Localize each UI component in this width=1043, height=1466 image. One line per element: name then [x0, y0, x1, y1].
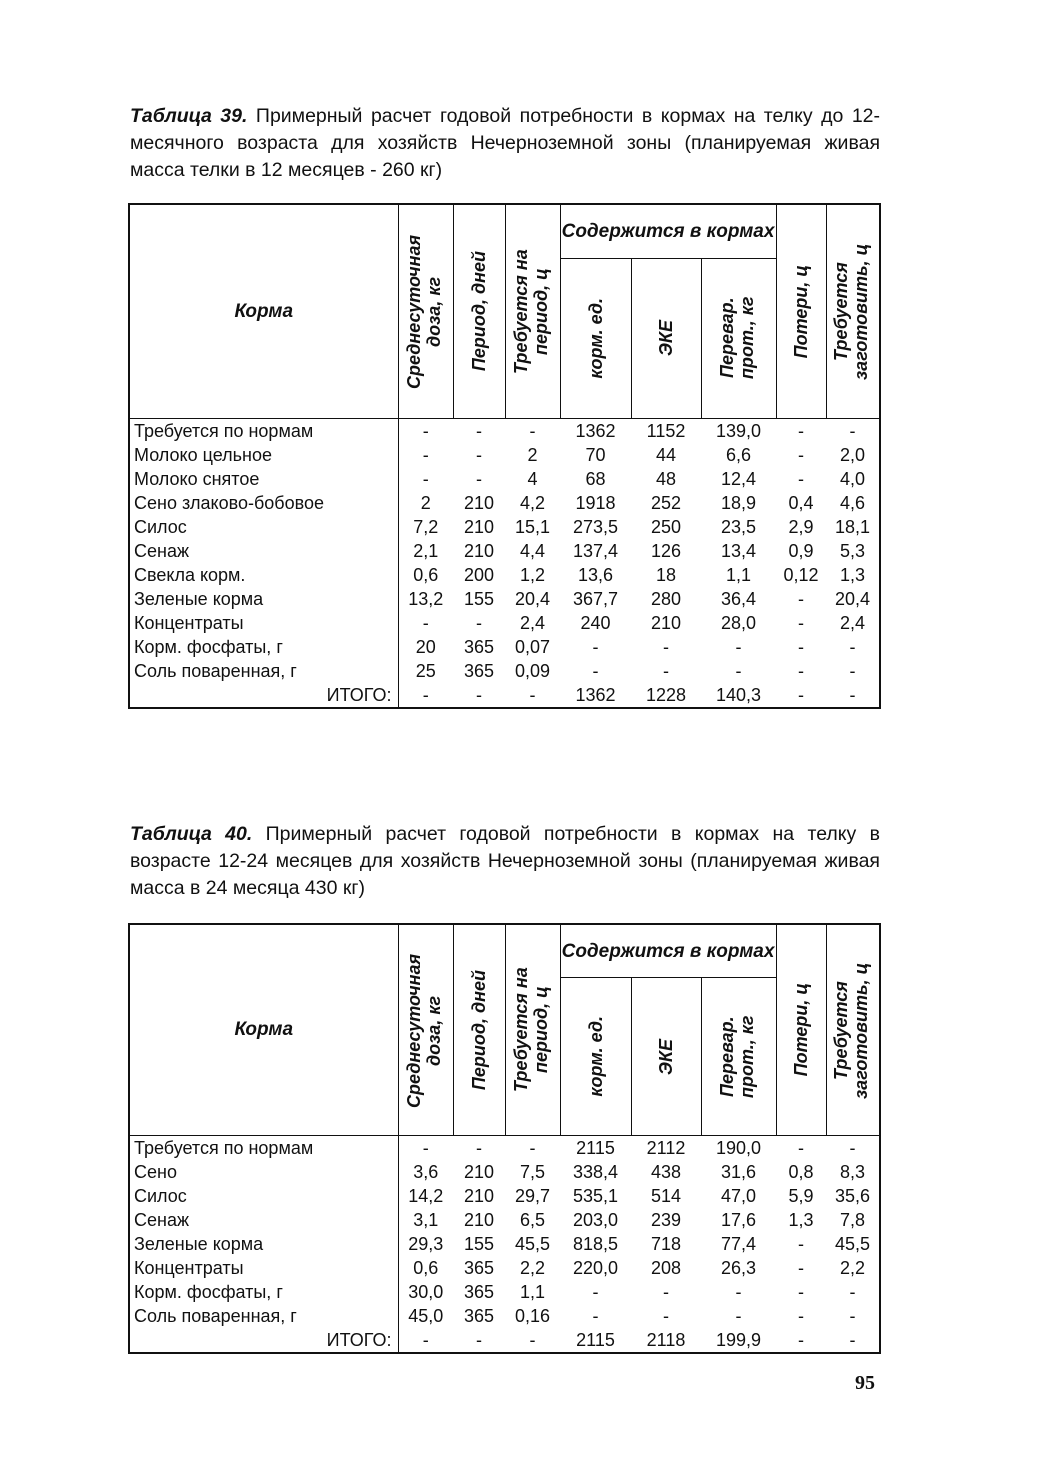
required-cell: 0,16 — [514, 1306, 551, 1326]
eke-cell: 208 — [650, 1258, 682, 1278]
period-cell: 155 — [463, 1234, 495, 1254]
required-cell: 4,4 — [519, 541, 546, 561]
dose-cell: 0,6 — [413, 565, 439, 585]
protein-cell: 31,6 — [720, 1162, 757, 1182]
required-cell: - — [529, 421, 536, 441]
table40 — [128, 923, 881, 1354]
losses-cell: 0,4 — [788, 493, 814, 513]
prepare-cell: - — [849, 1306, 856, 1326]
losses-header — [776, 924, 826, 1136]
table39-body — [129, 419, 880, 709]
feed-units-cell: 220,0 — [572, 1258, 619, 1278]
table-row — [129, 515, 880, 539]
period-cell: - — [476, 685, 482, 705]
losses-cell: - — [798, 469, 805, 489]
table-row — [129, 443, 880, 467]
eke-header — [631, 258, 701, 419]
protein-cell: 17,6 — [720, 1210, 757, 1230]
contained-header: Содержится в кормах — [560, 204, 776, 258]
protein-cell: 23,5 — [720, 517, 757, 537]
table-row — [129, 419, 880, 444]
protein-cell: 199,9 — [715, 1330, 762, 1350]
feed-units-cell: 535,1 — [572, 1186, 619, 1206]
feed-name-cell: Концентраты — [129, 1256, 398, 1280]
eke-cell: 250 — [650, 517, 682, 537]
protein-cell: 140,3 — [715, 685, 762, 705]
daily-dose-header — [398, 204, 453, 419]
dose-cell: 29,3 — [408, 1234, 444, 1254]
table-row — [129, 1232, 880, 1256]
feed-units-cell: 240 — [580, 613, 611, 633]
table-row — [129, 467, 880, 491]
required-cell: 4,2 — [519, 493, 546, 513]
feed-name-cell: Сено — [129, 1160, 398, 1184]
dose-cell: - — [422, 685, 429, 705]
table-row — [129, 491, 880, 515]
prepare-cell: 35,6 — [834, 1186, 871, 1206]
protein-cell: 36,4 — [720, 589, 757, 609]
dose-cell: - — [422, 421, 429, 441]
total-label: ИТОГО: — [129, 1328, 398, 1353]
table-row — [129, 587, 880, 611]
period-header — [453, 924, 505, 1136]
eke-cell: 2118 — [646, 1330, 686, 1350]
feed-name-cell: Свекла корм. — [129, 563, 398, 587]
table39-caption — [130, 103, 880, 184]
feed-units-cell: 1362 — [575, 421, 616, 441]
protein-cell: 190,0 — [715, 1138, 762, 1158]
feed-header: Корма — [129, 924, 398, 1136]
required-cell: 0,09 — [514, 661, 551, 681]
prepare-cell: 2,2 — [840, 1258, 866, 1278]
protein-cell: - — [735, 637, 742, 657]
table-row — [129, 1208, 880, 1232]
protein-cell: - — [735, 1306, 742, 1326]
to-prepare-header-label: Требуется заготовить, ц — [830, 961, 871, 1099]
table-row — [129, 539, 880, 563]
period-header-label: Период, дней — [469, 251, 489, 372]
losses-cell: - — [798, 1138, 805, 1158]
to-prepare-header — [826, 924, 880, 1136]
feed-units-cell: - — [592, 661, 599, 681]
protein-cell: 6,6 — [725, 445, 752, 465]
eke-header-label: ЭКЕ — [656, 320, 676, 357]
required-cell: 2,2 — [519, 1258, 546, 1278]
table39-caption-lead: Таблица 39. — [130, 105, 248, 127]
period-header-label: Период, дней — [469, 969, 489, 1091]
feed-units-cell: 338,4 — [572, 1162, 619, 1182]
feed-units-cell: - — [592, 1306, 599, 1326]
protein-header — [701, 978, 776, 1136]
losses-cell: - — [798, 1306, 805, 1326]
table-row — [129, 563, 880, 587]
table-row — [129, 1160, 880, 1184]
dose-cell: - — [422, 1330, 429, 1350]
feed-units-header-label: корм. ед. — [585, 297, 606, 379]
losses-cell: - — [798, 685, 805, 705]
dose-cell: - — [422, 445, 429, 465]
feed-units-cell: 1918 — [575, 493, 616, 513]
required-cell: - — [529, 1138, 536, 1158]
feed-units-cell: 273,5 — [572, 517, 619, 537]
protein-cell: 47,0 — [720, 1186, 757, 1206]
losses-cell: - — [798, 661, 805, 681]
prepare-cell: 7,8 — [840, 1210, 866, 1230]
eke-cell: 210 — [650, 613, 682, 633]
daily-dose-header-label: Среднесуточная доза, кг — [403, 952, 444, 1108]
prepare-cell: 20,4 — [834, 589, 871, 609]
required-cell: 45,5 — [514, 1234, 551, 1254]
eke-header-label: ЭКЕ — [656, 1038, 676, 1075]
feed-name-cell: Сено злаково-бобовое — [129, 491, 398, 515]
losses-cell: 0,8 — [788, 1162, 814, 1182]
required-cell: 1,1 — [519, 1282, 546, 1302]
feed-name-cell: Молоко снятое — [129, 467, 398, 491]
required-cell: 29,7 — [514, 1186, 551, 1206]
table-row — [129, 659, 880, 683]
protein-header-label: Перевар. прот., кг — [716, 1015, 757, 1098]
losses-cell: 2,9 — [788, 517, 814, 537]
feed-units-header-label: корм. ед. — [585, 1016, 606, 1097]
feed-name-cell: Требуется по нормам — [129, 419, 398, 444]
table-row — [129, 1256, 880, 1280]
required-cell: 4 — [527, 469, 538, 489]
period-cell: 200 — [463, 565, 495, 585]
required-period-header-label: Требуется на период, ц — [510, 249, 551, 374]
prepare-cell: 1,3 — [840, 565, 866, 585]
dose-cell: 13,2 — [408, 589, 444, 609]
losses-header-label: Потери, ц — [791, 264, 812, 359]
period-cell: 210 — [463, 1210, 495, 1230]
period-cell: 210 — [463, 1162, 495, 1182]
table-row — [129, 1136, 880, 1161]
protein-cell: - — [735, 1282, 742, 1302]
losses-cell: - — [798, 445, 805, 465]
period-cell: - — [476, 613, 482, 633]
eke-cell: - — [663, 637, 669, 657]
eke-cell: 48 — [655, 469, 677, 489]
eke-cell: 239 — [650, 1210, 682, 1230]
dose-cell: - — [422, 1138, 429, 1158]
period-cell: 210 — [463, 493, 495, 513]
table-row — [129, 1304, 880, 1328]
losses-cell: - — [798, 637, 805, 657]
feed-name-cell: Сенаж — [129, 539, 398, 563]
eke-cell: - — [663, 1282, 669, 1302]
feed-name-cell: Сенаж — [129, 1208, 398, 1232]
protein-cell: 139,0 — [715, 421, 762, 441]
period-cell: 365 — [463, 661, 495, 681]
protein-cell: 18,9 — [720, 493, 757, 513]
eke-cell: 1228 — [645, 685, 687, 705]
losses-cell: 1,3 — [788, 1210, 814, 1230]
feed-units-cell: - — [592, 637, 599, 657]
prepare-cell: - — [849, 661, 856, 681]
dose-cell: 20 — [415, 637, 436, 657]
losses-cell: - — [798, 1282, 805, 1302]
dose-cell: 25 — [415, 661, 436, 681]
table39 — [128, 203, 881, 709]
prepare-cell: 4,0 — [840, 469, 866, 489]
table-row — [129, 611, 880, 635]
prepare-cell: - — [849, 685, 856, 705]
dose-cell: 2 — [420, 493, 431, 513]
period-cell: 365 — [463, 637, 495, 657]
eke-cell: 252 — [650, 493, 682, 513]
eke-header — [631, 978, 701, 1136]
period-cell: - — [476, 445, 482, 465]
protein-cell: - — [735, 661, 742, 681]
prepare-cell: 2,4 — [840, 613, 866, 633]
losses-cell: - — [798, 1258, 805, 1278]
losses-cell: - — [798, 1234, 805, 1254]
required-cell: 0,07 — [514, 637, 551, 657]
table40-caption — [130, 821, 880, 902]
required-cell: - — [529, 1330, 536, 1350]
protein-cell: 26,3 — [720, 1258, 757, 1278]
table-row — [129, 1328, 880, 1353]
prepare-cell: - — [849, 1138, 856, 1158]
required-cell: 2 — [527, 445, 538, 465]
eke-cell: 280 — [650, 589, 682, 609]
feed-name-cell: Соль поваренная, г — [129, 1304, 398, 1328]
feed-units-cell: 2115 — [576, 1138, 615, 1158]
daily-dose-header-label: Среднесуточная доза, кг — [403, 234, 444, 389]
table39-caption-text: Примерный расчет годовой потребности в кормах на телку до 12-месячного возраста для хозяйств Нечерноземной зоны (планируемая живая масса телки в 12 месяцев - 260 кг) — [130, 105, 881, 181]
required-cell: - — [529, 685, 536, 705]
table-row — [129, 683, 880, 708]
eke-cell: 44 — [655, 445, 677, 465]
feed-units-cell: 2115 — [576, 1330, 615, 1350]
feed-name-cell: Концентраты — [129, 611, 398, 635]
contained-header: Содержится в кормах — [560, 924, 776, 978]
required-cell: 7,5 — [519, 1162, 546, 1182]
required-cell: 20,4 — [514, 589, 551, 609]
table40-caption-lead: Таблица 40. — [130, 823, 253, 845]
dose-cell: 30,0 — [408, 1282, 444, 1302]
required-cell: 6,5 — [519, 1210, 546, 1230]
feed-name-cell: Зеленые корма — [129, 587, 398, 611]
to-prepare-header — [826, 204, 880, 419]
dose-cell: 14,2 — [408, 1186, 444, 1206]
protein-cell: 1,1 — [725, 565, 752, 585]
prepare-cell: 5,3 — [840, 541, 866, 561]
eke-cell: - — [663, 661, 669, 681]
dose-cell: 2,1 — [413, 541, 439, 561]
losses-header-label: Потери, ц — [791, 983, 812, 1077]
losses-header — [776, 204, 826, 419]
feed-name-cell: Корм. фосфаты, г — [129, 1280, 398, 1304]
table-row — [129, 1280, 880, 1304]
prepare-cell: 4,6 — [840, 493, 866, 513]
prepare-cell: 45,5 — [834, 1234, 871, 1254]
feed-name-cell: Требуется по нормам — [129, 1136, 398, 1161]
period-cell: 210 — [463, 1186, 495, 1206]
period-header — [453, 204, 505, 419]
protein-cell: 13,4 — [720, 541, 757, 561]
feed-units-cell: 13,6 — [577, 565, 614, 585]
required-period-header-label: Требуется на период, ц — [510, 967, 551, 1093]
protein-header — [701, 258, 776, 419]
prepare-cell: - — [849, 421, 856, 441]
eke-cell: - — [663, 1306, 669, 1326]
feed-name-cell: Молоко цельное — [129, 443, 398, 467]
feed-name-cell: Зеленые корма — [129, 1232, 398, 1256]
feed-units-header — [560, 258, 631, 419]
period-cell: 210 — [463, 541, 495, 561]
prepare-cell: - — [849, 1282, 856, 1302]
dose-cell: 45,0 — [408, 1306, 444, 1326]
losses-cell: - — [798, 1330, 805, 1350]
feed-header: Корма — [129, 204, 398, 419]
eke-cell: 1152 — [646, 421, 686, 441]
feed-units-cell: 1362 — [575, 685, 616, 705]
prepare-cell: 18,1 — [834, 517, 871, 537]
feed-name-cell: Корм. фосфаты, г — [129, 635, 398, 659]
prepare-cell: - — [849, 637, 856, 657]
dose-cell: 3,6 — [413, 1162, 439, 1182]
period-cell: 365 — [463, 1282, 495, 1302]
table-row — [129, 1184, 880, 1208]
period-cell: - — [476, 1138, 482, 1158]
period-cell: 365 — [463, 1306, 495, 1326]
page-number: 95 — [855, 1372, 875, 1394]
protein-cell: 28,0 — [720, 613, 757, 633]
required-cell: 2,4 — [519, 613, 546, 633]
period-cell: - — [476, 469, 482, 489]
feed-units-cell: 367,7 — [572, 589, 619, 609]
eke-cell: 438 — [650, 1162, 682, 1182]
protein-cell: 12,4 — [720, 469, 757, 489]
losses-cell: 5,9 — [788, 1186, 814, 1206]
feed-name-cell: Соль поваренная, г — [129, 659, 398, 683]
dose-cell: 7,2 — [413, 517, 439, 537]
dose-cell: - — [422, 469, 429, 489]
eke-cell: 126 — [650, 541, 682, 561]
period-cell: - — [476, 421, 482, 441]
losses-cell: 0,9 — [788, 541, 814, 561]
feed-units-cell: 68 — [585, 469, 606, 489]
total-label: ИТОГО: — [129, 683, 398, 708]
protein-cell: 77,4 — [720, 1234, 757, 1254]
prepare-cell: 8,3 — [840, 1162, 866, 1182]
period-cell: 365 — [463, 1258, 495, 1278]
losses-cell: - — [798, 589, 805, 609]
dose-cell: - — [422, 613, 429, 633]
eke-cell: 514 — [650, 1186, 682, 1206]
dose-cell: 0,6 — [413, 1258, 439, 1278]
period-cell: - — [476, 1330, 482, 1350]
required-period-header — [505, 924, 560, 1136]
period-cell: 155 — [463, 589, 495, 609]
feed-units-cell: - — [592, 1282, 599, 1302]
feed-units-cell: 203,0 — [572, 1210, 619, 1230]
daily-dose-header — [398, 924, 453, 1136]
feed-units-cell: 70 — [585, 445, 606, 465]
table-row — [129, 635, 880, 659]
period-cell: 210 — [463, 517, 495, 537]
table40-caption-text: Примерный расчет годовой потребности в кормах на телку в возрасте 12-24 месяцев для хозяйств Нечерноземной зоны (планируемая живая масса в 24 месяца 430 кг) — [130, 823, 880, 899]
eke-cell: 18 — [655, 565, 677, 585]
losses-cell: - — [798, 613, 805, 633]
prepare-cell: 2,0 — [840, 445, 866, 465]
feed-units-cell: 818,5 — [572, 1234, 619, 1254]
losses-cell: - — [798, 421, 805, 441]
protein-header-label: Перевар. прот., кг — [716, 297, 757, 380]
dose-cell: 3,1 — [413, 1210, 439, 1230]
required-cell: 15,1 — [514, 517, 551, 537]
required-period-header — [505, 204, 560, 419]
required-cell: 1,2 — [519, 565, 546, 585]
eke-cell: 718 — [650, 1234, 682, 1254]
to-prepare-header-label: Требуется заготовить, ц — [830, 243, 871, 380]
losses-cell: 0,12 — [783, 565, 819, 585]
feed-name-cell: Силос — [129, 515, 398, 539]
feed-name-cell: Силос — [129, 1184, 398, 1208]
table40-body — [129, 1136, 880, 1354]
feed-units-cell: 137,4 — [572, 541, 619, 561]
feed-units-header — [560, 978, 631, 1136]
eke-cell: 2112 — [646, 1138, 686, 1158]
prepare-cell: - — [849, 1330, 856, 1350]
